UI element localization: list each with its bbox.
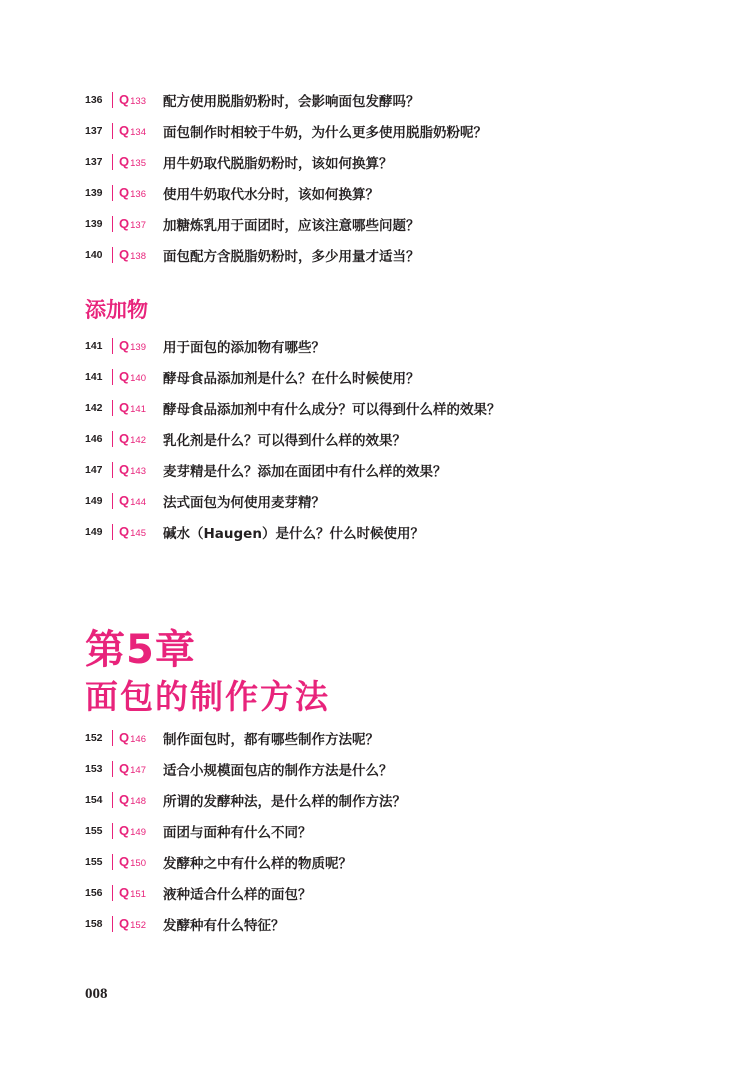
page-number: 137	[85, 125, 103, 137]
question-tag: Q 136	[112, 185, 159, 201]
question-tag: Q 142	[112, 431, 159, 447]
question-text: 使用牛奶取代水分时，该如何换算？	[163, 187, 379, 203]
toc-entry[interactable]	[85, 851, 685, 873]
question-text: 配方使用脱脂奶粉时，会影响面包发酵吗？	[163, 94, 420, 110]
question-tag: Q 147	[112, 761, 159, 777]
question-text: 液种适合什么样的面包？	[163, 887, 312, 903]
question-tag: Q 133	[112, 92, 159, 108]
page-number: 149	[85, 495, 103, 507]
question-text: 法式面包为何使用麦芽精？	[163, 495, 325, 511]
toc-entry[interactable]	[85, 758, 685, 780]
question-text: 面团与面种有什么不同？	[163, 825, 312, 841]
question-text: 酵母食品添加剂中有什么成分？可以得到什么样的效果？	[163, 402, 501, 418]
question-tag: Q 143	[112, 462, 159, 478]
toc-entry[interactable]	[85, 428, 685, 450]
toc-entry[interactable]	[85, 89, 685, 111]
question-tag: Q 151	[112, 885, 159, 901]
question-tag: Q 146	[112, 730, 159, 746]
question-tag: Q 152	[112, 916, 159, 932]
toc-entry[interactable]	[85, 490, 685, 512]
chapter-title: 面包的制作方法	[85, 677, 330, 716]
toc-entry[interactable]	[85, 213, 685, 235]
question-text: 发酵种有什么特征？	[163, 918, 285, 934]
page-number: 154	[85, 794, 103, 806]
page-number: 141	[85, 371, 103, 383]
question-tag: Q 149	[112, 823, 159, 839]
toc-entry[interactable]	[85, 335, 685, 357]
question-text: 酵母食品添加剂是什么？在什么时候使用？	[163, 371, 420, 387]
question-text: 制作面包时，都有哪些制作方法呢？	[163, 732, 379, 748]
question-tag: Q 141	[112, 400, 159, 416]
question-tag: Q 150	[112, 854, 159, 870]
question-text: 用于面包的添加物有哪些？	[163, 340, 325, 356]
page-number: 136	[85, 94, 103, 106]
page-number: 155	[85, 856, 103, 868]
toc-entry[interactable]	[85, 397, 685, 419]
toc-entry[interactable]	[85, 120, 685, 142]
question-tag: Q 144	[112, 493, 159, 509]
page-number: 153	[85, 763, 103, 775]
question-tag: Q 135	[112, 154, 159, 170]
chapter-number: 第5章	[85, 627, 196, 673]
toc-entry[interactable]	[85, 459, 685, 481]
toc-entry[interactable]	[85, 521, 685, 543]
question-tag: Q 139	[112, 338, 159, 354]
page-number: 140	[85, 249, 103, 261]
toc-entry[interactable]	[85, 882, 685, 904]
toc-entry[interactable]	[85, 182, 685, 204]
question-tag: Q 148	[112, 792, 159, 808]
page-folio: 008	[85, 986, 108, 1002]
page-number: 156	[85, 887, 103, 899]
question-text: 加糖炼乳用于面团时，应该注意哪些问题？	[163, 218, 420, 234]
question-tag: Q 138	[112, 247, 159, 263]
page-number: 137	[85, 156, 103, 168]
page-number: 141	[85, 340, 103, 352]
toc-entry[interactable]	[85, 366, 685, 388]
page-number: 149	[85, 526, 103, 538]
question-text: 碱水（Haugen）是什么？什么时候使用？	[163, 526, 424, 542]
page-number: 142	[85, 402, 103, 414]
page-number: 158	[85, 918, 103, 930]
toc-entry[interactable]	[85, 727, 685, 749]
section-title: 添加物	[85, 298, 148, 322]
toc-entry[interactable]	[85, 820, 685, 842]
question-text: 发酵种之中有什么样的物质呢？	[163, 856, 352, 872]
page-number: 152	[85, 732, 103, 744]
question-tag: Q 145	[112, 524, 159, 540]
toc-entry[interactable]	[85, 151, 685, 173]
question-text: 适合小规模面包店的制作方法是什么？	[163, 763, 393, 779]
page-number: 147	[85, 464, 103, 476]
toc-entry[interactable]	[85, 789, 685, 811]
question-tag: Q 134	[112, 123, 159, 139]
question-text: 乳化剂是什么？可以得到什么样的效果？	[163, 433, 406, 449]
question-text: 麦芽精是什么？添加在面团中有什么样的效果？	[163, 464, 447, 480]
question-text: 面包制作时相较于牛奶，为什么更多使用脱脂奶粉呢？	[163, 125, 487, 141]
question-tag: Q 140	[112, 369, 159, 385]
page-number: 139	[85, 218, 103, 230]
question-tag: Q 137	[112, 216, 159, 232]
question-text: 面包配方含脱脂奶粉时，多少用量才适当？	[163, 249, 420, 265]
toc-entry[interactable]	[85, 244, 685, 266]
toc-entry[interactable]	[85, 913, 685, 935]
page-number: 155	[85, 825, 103, 837]
question-text: 用牛奶取代脱脂奶粉时，该如何换算？	[163, 156, 393, 172]
page-number: 146	[85, 433, 103, 445]
question-text: 所谓的发酵种法，是什么样的制作方法？	[163, 794, 406, 810]
page-number: 139	[85, 187, 103, 199]
